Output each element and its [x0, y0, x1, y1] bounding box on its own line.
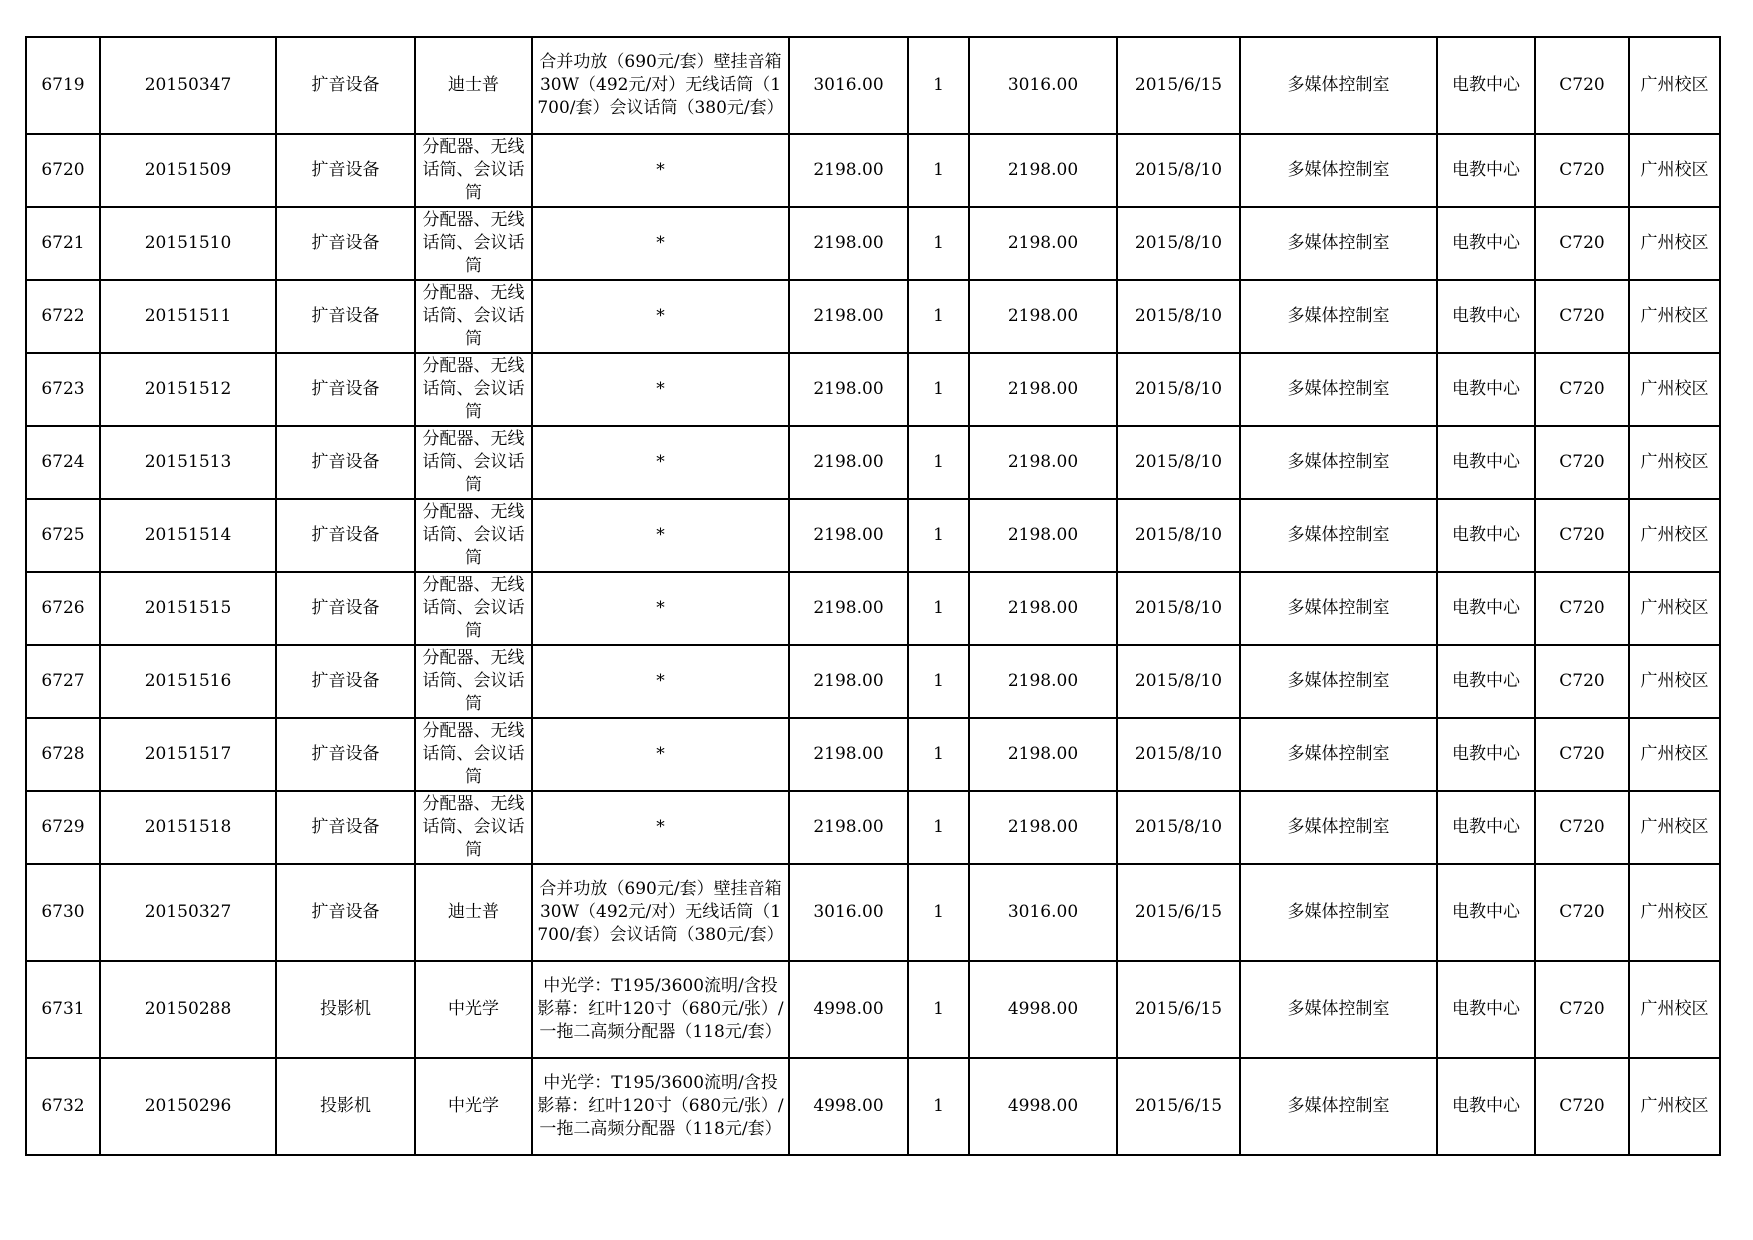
cell-campus: 广州校区	[1629, 207, 1720, 280]
cell-date: 2015/8/10	[1117, 207, 1240, 280]
cell-brand: 中光学	[415, 1058, 532, 1155]
cell-department: 电教中心	[1437, 1058, 1535, 1155]
cell-spec: 中光学：T195/3600流明/含投影幕：红叶120寸（680元/张）/一拖二高频分配器（118元/套）	[532, 961, 789, 1058]
cell-qty: 1	[908, 353, 969, 426]
cell-room: C720	[1535, 353, 1629, 426]
table-row	[26, 499, 1720, 572]
cell-spec: *	[532, 499, 789, 572]
cell-asset-no: 20150347	[100, 37, 276, 134]
cell-seq: 6726	[26, 572, 100, 645]
cell-date: 2015/6/15	[1117, 37, 1240, 134]
cell-room: C720	[1535, 572, 1629, 645]
cell-amount: 4998.00	[969, 1058, 1117, 1155]
cell-unit-price: 2198.00	[789, 791, 908, 864]
cell-brand: 分配器、无线话筒、会议话筒	[415, 499, 532, 572]
cell-unit-price: 2198.00	[789, 645, 908, 718]
cell-room: C720	[1535, 718, 1629, 791]
cell-spec: *	[532, 791, 789, 864]
cell-brand: 分配器、无线话筒、会议话筒	[415, 645, 532, 718]
cell-campus: 广州校区	[1629, 791, 1720, 864]
cell-date: 2015/8/10	[1117, 718, 1240, 791]
cell-unit-price: 3016.00	[789, 864, 908, 961]
cell-brand: 迪士普	[415, 37, 532, 134]
cell-unit-price: 2198.00	[789, 499, 908, 572]
cell-qty: 1	[908, 134, 969, 207]
cell-department: 电教中心	[1437, 718, 1535, 791]
cell-seq: 6723	[26, 353, 100, 426]
cell-room: C720	[1535, 961, 1629, 1058]
cell-amount: 3016.00	[969, 864, 1117, 961]
cell-campus: 广州校区	[1629, 718, 1720, 791]
cell-asset-no: 20150327	[100, 864, 276, 961]
cell-seq: 6729	[26, 791, 100, 864]
cell-asset-no: 20151510	[100, 207, 276, 280]
cell-department: 电教中心	[1437, 864, 1535, 961]
cell-qty: 1	[908, 961, 969, 1058]
cell-campus: 广州校区	[1629, 353, 1720, 426]
cell-seq: 6724	[26, 426, 100, 499]
cell-asset-no: 20151517	[100, 718, 276, 791]
cell-location: 多媒体控制室	[1240, 718, 1437, 791]
cell-qty: 1	[908, 37, 969, 134]
cell-brand: 迪士普	[415, 864, 532, 961]
cell-asset-no: 20151516	[100, 645, 276, 718]
cell-location: 多媒体控制室	[1240, 280, 1437, 353]
cell-campus: 广州校区	[1629, 961, 1720, 1058]
table-row	[26, 37, 1720, 134]
cell-campus: 广州校区	[1629, 499, 1720, 572]
cell-asset-no: 20151509	[100, 134, 276, 207]
cell-category: 扩音设备	[276, 37, 415, 134]
cell-department: 电教中心	[1437, 134, 1535, 207]
cell-location: 多媒体控制室	[1240, 207, 1437, 280]
cell-qty: 1	[908, 791, 969, 864]
cell-spec: *	[532, 207, 789, 280]
table-row	[26, 791, 1720, 864]
cell-brand: 分配器、无线话筒、会议话筒	[415, 718, 532, 791]
cell-department: 电教中心	[1437, 499, 1535, 572]
cell-brand: 分配器、无线话筒、会议话筒	[415, 353, 532, 426]
cell-location: 多媒体控制室	[1240, 961, 1437, 1058]
cell-date: 2015/8/10	[1117, 572, 1240, 645]
table-row	[26, 353, 1720, 426]
cell-spec: *	[532, 353, 789, 426]
cell-campus: 广州校区	[1629, 280, 1720, 353]
cell-date: 2015/8/10	[1117, 134, 1240, 207]
cell-seq: 6728	[26, 718, 100, 791]
cell-department: 电教中心	[1437, 353, 1535, 426]
cell-category: 投影机	[276, 961, 415, 1058]
cell-room: C720	[1535, 280, 1629, 353]
cell-department: 电教中心	[1437, 791, 1535, 864]
table-row	[26, 645, 1720, 718]
cell-location: 多媒体控制室	[1240, 353, 1437, 426]
cell-qty: 1	[908, 572, 969, 645]
cell-asset-no: 20151515	[100, 572, 276, 645]
cell-category: 扩音设备	[276, 207, 415, 280]
cell-room: C720	[1535, 499, 1629, 572]
cell-asset-no: 20150288	[100, 961, 276, 1058]
cell-unit-price: 4998.00	[789, 1058, 908, 1155]
cell-asset-no: 20151512	[100, 353, 276, 426]
cell-amount: 2198.00	[969, 645, 1117, 718]
cell-spec: 合并功放（690元/套）壁挂音箱30W（492元/对）无线话筒（1700/套）会议话筒（380元/套）	[532, 37, 789, 134]
cell-category: 扩音设备	[276, 718, 415, 791]
cell-room: C720	[1535, 645, 1629, 718]
cell-amount: 2198.00	[969, 353, 1117, 426]
table-row	[26, 572, 1720, 645]
cell-amount: 4998.00	[969, 961, 1117, 1058]
cell-room: C720	[1535, 791, 1629, 864]
cell-spec: *	[532, 134, 789, 207]
cell-category: 扩音设备	[276, 864, 415, 961]
cell-campus: 广州校区	[1629, 134, 1720, 207]
cell-unit-price: 2198.00	[789, 718, 908, 791]
cell-room: C720	[1535, 864, 1629, 961]
cell-date: 2015/6/15	[1117, 1058, 1240, 1155]
cell-brand: 中光学	[415, 961, 532, 1058]
cell-unit-price: 2198.00	[789, 134, 908, 207]
cell-spec: *	[532, 718, 789, 791]
cell-unit-price: 2198.00	[789, 207, 908, 280]
cell-department: 电教中心	[1437, 207, 1535, 280]
cell-location: 多媒体控制室	[1240, 645, 1437, 718]
cell-seq: 6725	[26, 499, 100, 572]
cell-brand: 分配器、无线话筒、会议话筒	[415, 280, 532, 353]
cell-date: 2015/8/10	[1117, 645, 1240, 718]
cell-room: C720	[1535, 1058, 1629, 1155]
cell-seq: 6730	[26, 864, 100, 961]
cell-spec: *	[532, 426, 789, 499]
cell-department: 电教中心	[1437, 645, 1535, 718]
cell-brand: 分配器、无线话筒、会议话筒	[415, 426, 532, 499]
cell-category: 投影机	[276, 1058, 415, 1155]
cell-amount: 2198.00	[969, 718, 1117, 791]
cell-department: 电教中心	[1437, 572, 1535, 645]
cell-qty: 1	[908, 426, 969, 499]
asset-table	[25, 36, 1721, 1156]
cell-unit-price: 2198.00	[789, 572, 908, 645]
cell-qty: 1	[908, 207, 969, 280]
cell-location: 多媒体控制室	[1240, 426, 1437, 499]
cell-category: 扩音设备	[276, 426, 415, 499]
table-row	[26, 280, 1720, 353]
cell-category: 扩音设备	[276, 645, 415, 718]
cell-spec: *	[532, 280, 789, 353]
cell-date: 2015/8/10	[1117, 791, 1240, 864]
cell-amount: 2198.00	[969, 791, 1117, 864]
cell-qty: 1	[908, 645, 969, 718]
cell-spec: *	[532, 572, 789, 645]
cell-seq: 6719	[26, 37, 100, 134]
cell-seq: 6731	[26, 961, 100, 1058]
table-row	[26, 134, 1720, 207]
cell-date: 2015/6/15	[1117, 864, 1240, 961]
cell-spec: 合并功放（690元/套）壁挂音箱30W（492元/对）无线话筒（1700/套）会议话筒（380元/套）	[532, 864, 789, 961]
cell-category: 扩音设备	[276, 280, 415, 353]
cell-amount: 3016.00	[969, 37, 1117, 134]
cell-spec: 中光学：T195/3600流明/含投影幕：红叶120寸（680元/张）/一拖二高频分配器（118元/套）	[532, 1058, 789, 1155]
cell-asset-no: 20151511	[100, 280, 276, 353]
cell-amount: 2198.00	[969, 134, 1117, 207]
cell-seq: 6721	[26, 207, 100, 280]
cell-asset-no: 20150296	[100, 1058, 276, 1155]
cell-amount: 2198.00	[969, 207, 1117, 280]
cell-department: 电教中心	[1437, 961, 1535, 1058]
cell-room: C720	[1535, 37, 1629, 134]
cell-category: 扩音设备	[276, 791, 415, 864]
cell-qty: 1	[908, 864, 969, 961]
cell-seq: 6727	[26, 645, 100, 718]
cell-qty: 1	[908, 280, 969, 353]
cell-qty: 1	[908, 718, 969, 791]
cell-qty: 1	[908, 499, 969, 572]
cell-seq: 6722	[26, 280, 100, 353]
cell-brand: 分配器、无线话筒、会议话筒	[415, 134, 532, 207]
cell-unit-price: 2198.00	[789, 426, 908, 499]
cell-room: C720	[1535, 134, 1629, 207]
cell-asset-no: 20151513	[100, 426, 276, 499]
cell-brand: 分配器、无线话筒、会议话筒	[415, 791, 532, 864]
cell-spec: *	[532, 645, 789, 718]
cell-asset-no: 20151518	[100, 791, 276, 864]
cell-location: 多媒体控制室	[1240, 37, 1437, 134]
cell-campus: 广州校区	[1629, 1058, 1720, 1155]
cell-campus: 广州校区	[1629, 572, 1720, 645]
cell-seq: 6720	[26, 134, 100, 207]
cell-location: 多媒体控制室	[1240, 572, 1437, 645]
table-row	[26, 426, 1720, 499]
cell-location: 多媒体控制室	[1240, 791, 1437, 864]
cell-location: 多媒体控制室	[1240, 499, 1437, 572]
cell-room: C720	[1535, 207, 1629, 280]
cell-campus: 广州校区	[1629, 37, 1720, 134]
cell-date: 2015/8/10	[1117, 499, 1240, 572]
cell-category: 扩音设备	[276, 134, 415, 207]
cell-amount: 2198.00	[969, 572, 1117, 645]
cell-amount: 2198.00	[969, 499, 1117, 572]
cell-date: 2015/8/10	[1117, 280, 1240, 353]
cell-amount: 2198.00	[969, 280, 1117, 353]
table-row	[26, 864, 1720, 961]
cell-department: 电教中心	[1437, 426, 1535, 499]
cell-department: 电教中心	[1437, 37, 1535, 134]
cell-brand: 分配器、无线话筒、会议话筒	[415, 207, 532, 280]
cell-amount: 2198.00	[969, 426, 1117, 499]
cell-location: 多媒体控制室	[1240, 1058, 1437, 1155]
cell-category: 扩音设备	[276, 353, 415, 426]
cell-qty: 1	[908, 1058, 969, 1155]
cell-campus: 广州校区	[1629, 864, 1720, 961]
cell-room: C720	[1535, 426, 1629, 499]
cell-brand: 分配器、无线话筒、会议话筒	[415, 572, 532, 645]
cell-campus: 广州校区	[1629, 645, 1720, 718]
cell-department: 电教中心	[1437, 280, 1535, 353]
cell-campus: 广州校区	[1629, 426, 1720, 499]
cell-seq: 6732	[26, 1058, 100, 1155]
table-row	[26, 207, 1720, 280]
table-row	[26, 718, 1720, 791]
cell-date: 2015/8/10	[1117, 426, 1240, 499]
cell-unit-price: 3016.00	[789, 37, 908, 134]
cell-category: 扩音设备	[276, 499, 415, 572]
cell-unit-price: 4998.00	[789, 961, 908, 1058]
cell-location: 多媒体控制室	[1240, 134, 1437, 207]
table-row	[26, 1058, 1720, 1155]
cell-category: 扩音设备	[276, 572, 415, 645]
table-row	[26, 961, 1720, 1058]
cell-unit-price: 2198.00	[789, 280, 908, 353]
cell-date: 2015/8/10	[1117, 353, 1240, 426]
cell-unit-price: 2198.00	[789, 353, 908, 426]
cell-date: 2015/6/15	[1117, 961, 1240, 1058]
cell-location: 多媒体控制室	[1240, 864, 1437, 961]
cell-asset-no: 20151514	[100, 499, 276, 572]
